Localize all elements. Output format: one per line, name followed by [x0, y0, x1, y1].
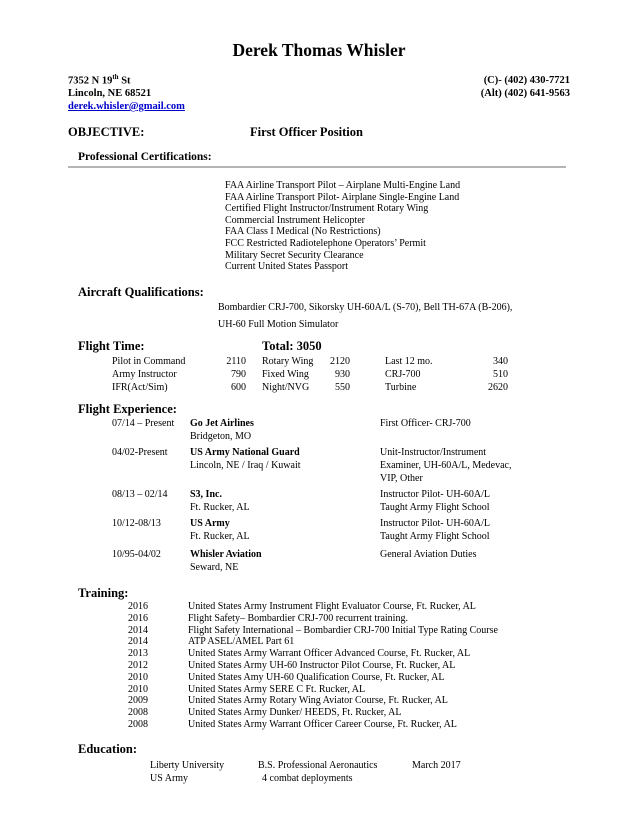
training-course: United States Army SERE C Ft. Rucker, AL	[188, 683, 366, 695]
training-year: 2008	[128, 718, 148, 730]
training-item	[0, 684, 638, 696]
address-line-2: Lincoln, NE 68521	[68, 88, 152, 99]
training-item	[0, 601, 638, 613]
experience-entry	[0, 549, 638, 575]
hours-value: 2620	[488, 382, 508, 393]
hours-label: Army Instructor	[112, 369, 177, 380]
flight-time-row	[0, 369, 638, 383]
objective-value: First Officer Position	[250, 125, 363, 139]
education-school: US Army	[150, 773, 189, 784]
certifications-list	[225, 180, 460, 273]
training-list	[0, 601, 638, 731]
experience-location: Seward, NE	[190, 562, 239, 573]
hours-value: 790	[231, 369, 246, 380]
hours-value: 2120	[330, 356, 350, 367]
training-course: United States Army Warrant Officer Advanced Course, Ft. Rucker, AL	[188, 648, 471, 660]
hours-label: CRJ-700	[385, 369, 421, 380]
certification-item: FAA Airline Transport Pilot – Airplane Multi-Engine Land	[225, 180, 461, 191]
certification-item: Commercial Instrument Helicopter	[225, 214, 365, 226]
hours-value: 550	[335, 382, 350, 393]
training-course: Flight Safety International – Bombardier CRJ-700 Initial Type Rating Course	[188, 624, 498, 636]
experience-role: Examiner, UH-60A/L, Medevac,	[380, 460, 512, 471]
experience-location: Lincoln, NE / Iraq / Kuwait	[190, 460, 301, 471]
hours-value: 340	[493, 356, 508, 367]
experience-dates: 10/95-04/02	[112, 549, 161, 560]
flight-time-title: Flight Time:	[78, 339, 145, 353]
experience-entry	[0, 489, 638, 515]
experience-role: VIP, Other	[380, 473, 423, 484]
aircraft-line-1: Bombardier CRJ-700, Sikorsky UH-60A/L (S-70), Bell TH-67A (B-206),	[218, 302, 513, 313]
training-year: 2010	[128, 683, 148, 695]
training-item	[0, 719, 638, 731]
experience-role: Taught Army Flight School	[380, 502, 490, 513]
hours-label: Turbine	[385, 382, 417, 393]
experience-role: Instructor Pilot- UH-60A/L	[380, 518, 490, 529]
training-item	[0, 695, 638, 707]
aircraft-title: Aircraft Qualifications:	[78, 285, 204, 299]
phone-alt: (Alt) (402) 641-9563	[480, 88, 570, 99]
experience-entry	[0, 518, 638, 544]
experience-org: US Army National Guard	[190, 447, 300, 458]
experience-role: Instructor Pilot- UH-60A/L	[380, 489, 490, 500]
certification-item: FAA Class I Medical (No Restrictions)	[225, 226, 381, 238]
experience-dates: 07/14 – Present	[112, 418, 175, 429]
hours-label: Rotary Wing	[262, 356, 314, 367]
hours-value: 930	[335, 369, 350, 380]
training-course: Flight Safety– Bombardier CRJ-700 recurrent training.	[188, 612, 408, 624]
training-item	[0, 660, 638, 672]
experience-role: First Officer- CRJ-700	[380, 418, 471, 429]
training-item	[0, 707, 638, 719]
education-date: March 2017	[412, 760, 461, 771]
training-course: United States Army Dunker/ HEEDS, Ft. Rucker, AL	[188, 707, 402, 719]
certification-item: FAA Airline Transport Pilot- Airplane Single-Engine Land	[225, 191, 460, 203]
training-item	[0, 648, 638, 660]
address-line-1: 7352 N 19th St	[68, 73, 131, 87]
training-year: 2012	[128, 659, 148, 671]
hours-label: Fixed Wing	[262, 369, 309, 380]
experience-role: Unit-Instructor/Instrument	[380, 447, 487, 458]
training-year: 2014	[128, 624, 148, 636]
training-item	[0, 672, 638, 684]
education-school: Liberty University	[150, 760, 225, 771]
experience-org: Go Jet Airlines	[190, 418, 254, 429]
training-year: 2008	[128, 707, 148, 719]
hours-value: 600	[231, 382, 246, 393]
experience-role: General Aviation Duties	[380, 549, 477, 560]
training-course: United States Amy UH-60 Qualification Course, Ft. Rucker, AL	[188, 671, 445, 683]
training-item	[0, 625, 638, 637]
aircraft-line-2: UH-60 Full Motion Simulator	[218, 319, 339, 330]
education-row	[0, 773, 638, 787]
experience-title: Flight Experience:	[78, 402, 177, 416]
training-course: United States Army Rotary Wing Aviator Course, Ft. Rucker, AL	[188, 695, 448, 707]
experience-org: Whisler Aviation	[190, 549, 262, 560]
education-title: Education:	[78, 742, 138, 756]
experience-location: Ft. Rucker, AL	[190, 502, 250, 513]
flight-time-total: Total: 3050	[262, 339, 322, 353]
certification-item: FCC Restricted Radiotelephone Operators’ Permit	[225, 237, 426, 249]
experience-dates: 08/13 – 02/14	[112, 489, 168, 500]
experience-location: Ft. Rucker, AL	[190, 531, 250, 542]
education-detail: B.S. Professional Aeronautics	[258, 760, 378, 771]
resume-name: Derek Thomas Whisler	[232, 40, 406, 60]
certification-item: Certified Flight Instructor/Instrument Rotary Wing	[225, 203, 429, 215]
training-item	[0, 636, 638, 648]
experience-dates: 10/12-08/13	[112, 518, 161, 529]
training-year: 2014	[128, 636, 148, 648]
training-year: 2016	[128, 612, 148, 624]
hours-value: 2110	[226, 356, 246, 367]
hours-label: Last 12 mo.	[385, 356, 433, 367]
objective-label: OBJECTIVE:	[68, 125, 145, 139]
hours-value: 510	[493, 369, 508, 380]
experience-org: S3, Inc.	[190, 489, 222, 500]
experience-entry	[0, 418, 638, 444]
hours-label: Pilot in Command	[112, 356, 186, 367]
education-detail: 4 combat deployments	[262, 773, 353, 784]
experience-entry	[0, 447, 638, 487]
training-course: United States Army Warrant Officer Career Course, Ft. Rucker, AL	[188, 718, 457, 730]
section-divider	[68, 166, 566, 168]
training-year: 2009	[128, 695, 148, 707]
training-year: 2016	[128, 601, 148, 612]
flight-time-row	[0, 382, 638, 396]
hours-label: Night/NVG	[262, 382, 310, 393]
training-title: Training:	[78, 586, 129, 600]
training-course: United States Army Instrument Flight Evaluator Course, Ft. Rucker, AL	[188, 601, 476, 612]
training-year: 2010	[128, 671, 148, 683]
experience-role: Taught Army Flight School	[380, 531, 490, 542]
phone-cell: (C)- (402) 430-7721	[483, 75, 570, 86]
experience-location: Bridgeton, MO	[190, 431, 252, 442]
training-course: ATP ASEL/AMEL Part 61	[188, 636, 295, 648]
training-item	[0, 613, 638, 625]
certifications-title: Professional Certifications:	[78, 151, 212, 163]
certification-item: Current United States Passport	[225, 261, 349, 273]
training-course: United States Army UH-60 Instructor Pilot Course, Ft. Rucker, AL	[188, 659, 456, 671]
flight-time-row	[0, 356, 638, 370]
hours-label: IFR(Act/Sim)	[112, 382, 168, 393]
training-year: 2013	[128, 648, 148, 660]
education-row	[0, 760, 638, 774]
experience-dates: 04/02-Present	[112, 447, 168, 458]
email-link[interactable]: derek.whisler@gmail.com	[68, 101, 185, 112]
certification-item: Military Secret Security Clearance	[225, 249, 364, 261]
experience-org: US Army	[190, 518, 230, 529]
